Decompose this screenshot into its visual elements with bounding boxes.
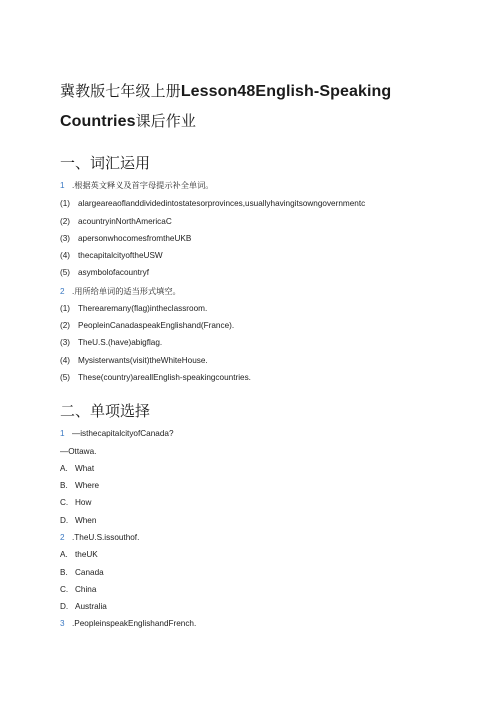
item-number: (5) bbox=[60, 268, 71, 277]
option-text: When bbox=[75, 516, 97, 525]
item-text: TheU.S.(have)abigflag. bbox=[78, 338, 163, 347]
option-text: How bbox=[75, 498, 92, 507]
item-number: (4) bbox=[60, 251, 71, 260]
item-number: (2) bbox=[60, 321, 71, 330]
option-item bbox=[60, 498, 91, 507]
question-instruction bbox=[60, 286, 181, 297]
item-text: apersonwhocomesfromtheUKB bbox=[78, 234, 192, 243]
option-label: A. bbox=[60, 550, 68, 559]
option-item bbox=[60, 585, 96, 594]
question-instruction bbox=[60, 180, 213, 191]
option-item bbox=[60, 602, 107, 611]
list-item bbox=[60, 234, 191, 243]
list-item bbox=[60, 338, 162, 347]
list-item bbox=[60, 321, 234, 330]
question-number: 1 bbox=[60, 181, 65, 190]
option-text: China bbox=[75, 585, 97, 594]
item-text: These(country)areallEnglish-speakingcountries. bbox=[78, 373, 251, 382]
stem-text: —isthecapitalcityofCanada? bbox=[72, 429, 174, 438]
option-text: Where bbox=[75, 481, 100, 490]
item-number: (3) bbox=[60, 234, 71, 243]
item-text: PeopleinCanadaspeakEnglishand(France). bbox=[78, 321, 235, 330]
option-label: B. bbox=[60, 481, 68, 490]
option-text: Australia bbox=[75, 602, 107, 611]
title-english-lesson: Lesson48English-Speaking bbox=[180, 83, 392, 100]
list-item bbox=[60, 251, 163, 260]
item-number: (1) bbox=[60, 199, 71, 208]
document-title-line-2 bbox=[60, 110, 196, 131]
list-item bbox=[60, 373, 251, 382]
question-stem bbox=[60, 619, 196, 628]
option-text: theUK bbox=[75, 550, 98, 559]
item-text: Mysisterwants(visit)theWhiteHouse. bbox=[78, 356, 208, 365]
instruction-text: .根据英文释义及首字母提示补全单词。 bbox=[72, 181, 214, 190]
item-number: (2) bbox=[60, 217, 71, 226]
option-item bbox=[60, 516, 96, 525]
answer-line: —Ottawa. bbox=[60, 447, 97, 456]
list-item bbox=[60, 356, 208, 365]
question-stem bbox=[60, 533, 139, 542]
list-item bbox=[60, 199, 365, 208]
option-label: B. bbox=[60, 568, 68, 577]
stem-text: .TheU.S.issouthof. bbox=[72, 533, 140, 542]
title-chinese-prefix: 冀教版七年级上册 bbox=[60, 82, 181, 100]
option-label: A. bbox=[60, 464, 68, 473]
item-number: (1) bbox=[60, 304, 71, 313]
stem-text: .PeopleinspeakEnglishandFrench. bbox=[72, 619, 197, 628]
option-item bbox=[60, 481, 99, 490]
title-chinese-suffix: 课后作业 bbox=[135, 112, 196, 130]
option-label: C. bbox=[60, 585, 69, 594]
list-item bbox=[60, 268, 149, 277]
question-number: 1 bbox=[60, 429, 65, 438]
item-text: Therearemany(flag)intheclassroom. bbox=[78, 304, 208, 313]
list-item bbox=[60, 304, 207, 313]
item-text: alargeareaoflanddividedintostatesorprovinces,usuallyhavingitsowngovernmentc bbox=[78, 199, 366, 208]
option-item bbox=[60, 568, 104, 577]
question-number: 3 bbox=[60, 619, 65, 628]
option-text: What bbox=[75, 464, 95, 473]
item-text: acountryinNorthAmericaC bbox=[78, 217, 172, 226]
title-english-countries: Countries bbox=[60, 113, 136, 130]
item-number: (5) bbox=[60, 373, 71, 382]
section-heading-multiple-choice: 二、单项选择 bbox=[60, 402, 151, 420]
question-number: 2 bbox=[60, 287, 65, 296]
option-text: Canada bbox=[75, 568, 104, 577]
section-heading-vocabulary: 一、词汇运用 bbox=[60, 154, 151, 172]
item-number: (3) bbox=[60, 338, 71, 347]
instruction-text: .用所给单词的适当形式填空。 bbox=[72, 287, 181, 296]
option-label: D. bbox=[60, 602, 69, 611]
item-text: thecapitalcityoftheUSW bbox=[78, 251, 163, 260]
option-label: C. bbox=[60, 498, 69, 507]
option-item bbox=[60, 550, 98, 559]
list-item bbox=[60, 217, 172, 226]
document-title-line-1 bbox=[60, 80, 391, 101]
question-stem bbox=[60, 429, 174, 438]
option-item bbox=[60, 464, 94, 473]
option-label: D. bbox=[60, 516, 69, 525]
item-number: (4) bbox=[60, 356, 71, 365]
item-text: asymbolofacountryf bbox=[78, 268, 149, 277]
question-number: 2 bbox=[60, 533, 65, 542]
